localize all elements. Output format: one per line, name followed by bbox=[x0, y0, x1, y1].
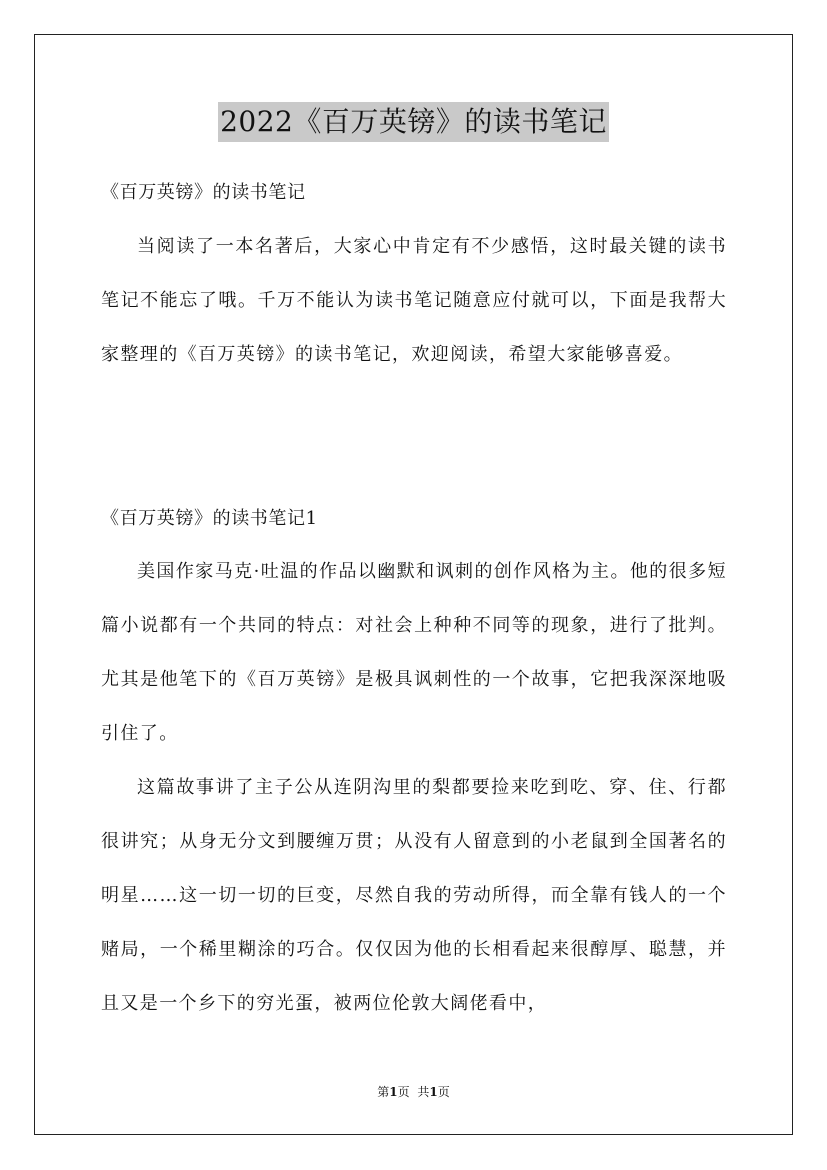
body-paragraph-2: 这篇故事讲了主子公从连阴沟里的梨都要捡来吃到吃、穿、住、行都很讲究；从身无分文到腰缠万贯；从没有人留意到的小老鼠到全国著名的明星……这一切一切的巨变，尽然自我的劳动所得，而全靠有钱人的一个赌局，一个稀里糊涂的巧合。仅仅因为他的长相看起来很醇厚、聪慧，并且又是一个乡下的穷光蛋，被两位伦敦大阔佬看中， bbox=[101, 777, 727, 1014]
footer-page-number: 1 bbox=[389, 1085, 398, 1099]
title-container bbox=[0, 102, 827, 142]
section-heading: 《百万英镑》的读书笔记1 bbox=[101, 508, 318, 529]
footer-total-prefix: 共 bbox=[417, 1085, 430, 1099]
footer-page-suffix: 页 bbox=[397, 1085, 410, 1099]
body-paragraph-1: 美国作家马克·吐温的作品以幽默和讽刺的创作风格为主。他的很多短篇小说都有一个共同的特点：对社会上种种不同等的现象，进行了批判。尤其是他笔下的《百万英镑》是极具讽刺性的一个故事，它把我深深地吸引住了。 bbox=[101, 561, 727, 744]
document-subtitle: 《百万英镑》的读书笔记 bbox=[101, 182, 306, 203]
intro-paragraph: 当阅读了一本名著后，大家心中肯定有不少感悟，这时最关键的读书笔记不能忘了哦。千万不能认为读书笔记随意应付就可以，下面是我帮大家整理的《百万英镑》的读书笔记，欢迎阅读，希望大家能够喜爱。 bbox=[101, 236, 727, 365]
page-footer bbox=[0, 1082, 827, 1102]
footer-total-suffix: 页 bbox=[437, 1085, 450, 1099]
document-title: 2022《百万英镑》的读书笔记 bbox=[218, 102, 609, 142]
footer-page-prefix: 第 bbox=[377, 1085, 390, 1099]
footer-total-number: 1 bbox=[429, 1085, 438, 1099]
